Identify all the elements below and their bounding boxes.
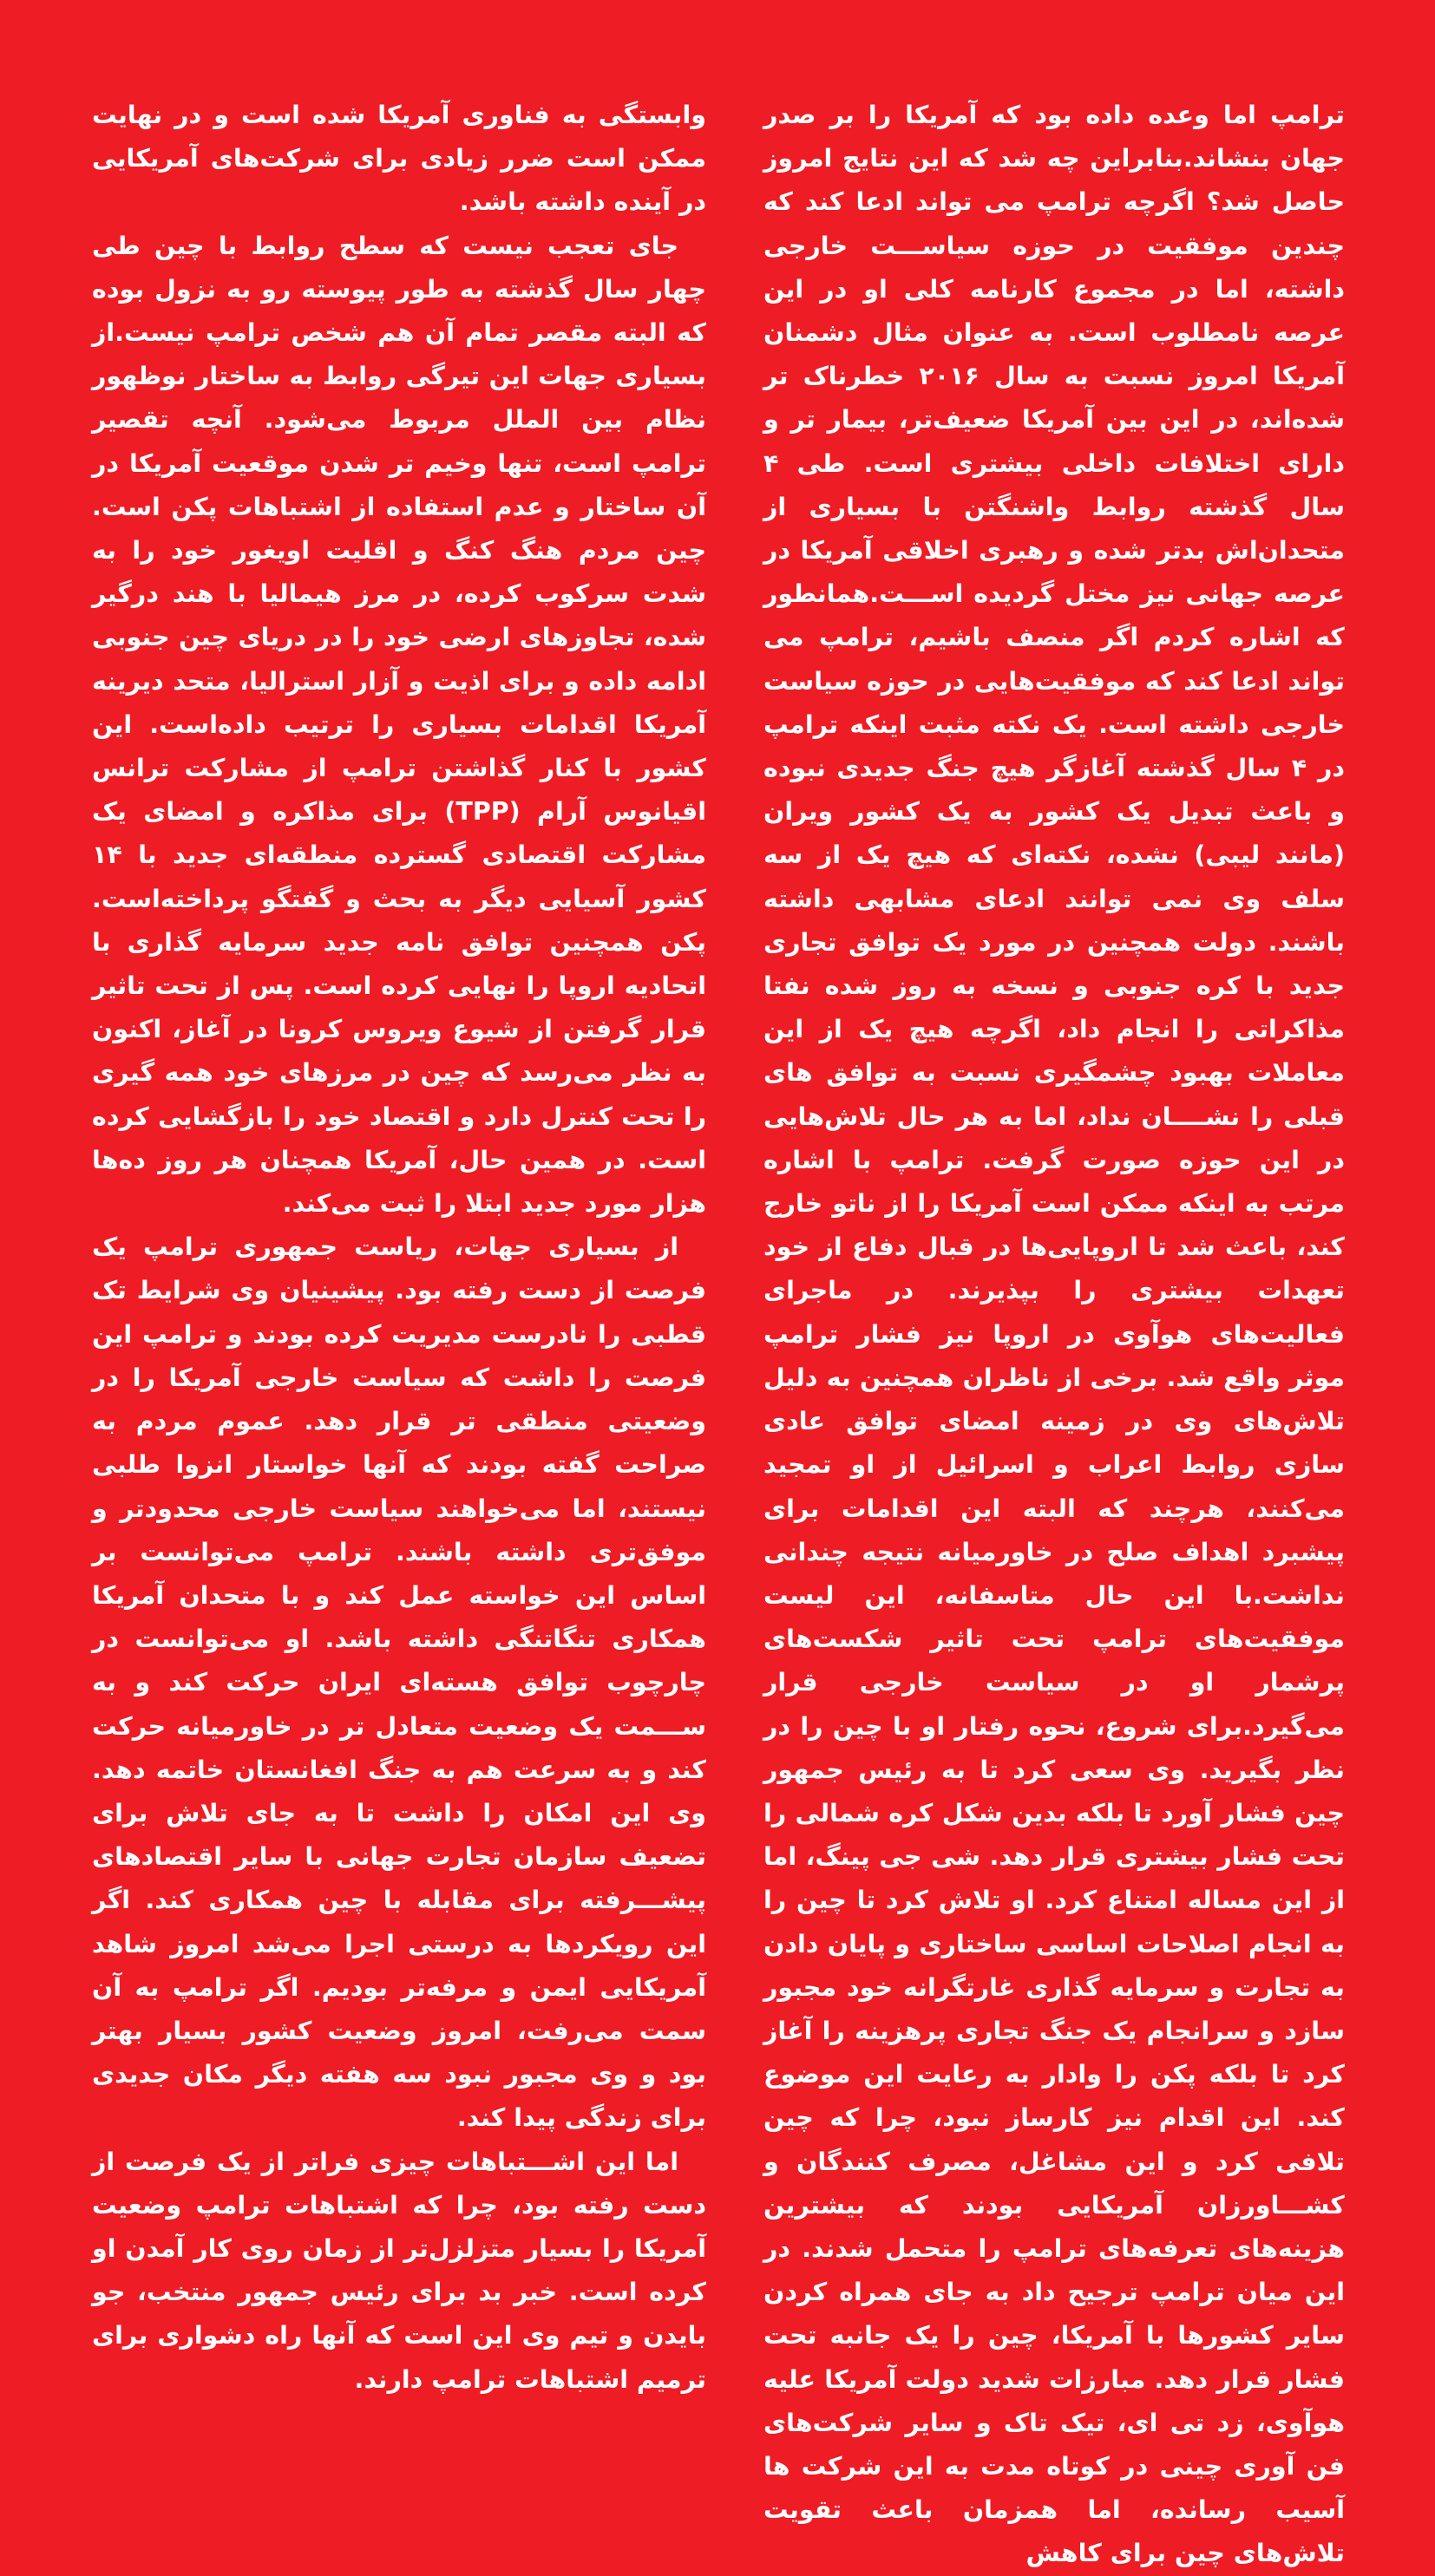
article-paragraph: وابستگی به فناوری آمریکا شده است و در نهایت ممکن است ضرر زیادی برای شرکت‌های آمریکایی در آینده داشته باشد. <box>92 101 706 217</box>
article-column-right <box>763 94 1345 2568</box>
article-paragraph: اما این اشـــتباهات چیزی فراتر از یک فرصت از دست رفته بود، چرا که اشتباهات ترامپ وضعیت آمریکا را بسیار متزلزل‌تر از زمان روی کار آمدن او کرده است. خبر بد برای رئیس جمهور منتخب، جو بایدن و تیم وی این است که آنها راه دشواری برای ترمیم اشتباهات ترامپ دارند. <box>92 2147 706 2394</box>
article-paragraph: از بسیاری جهات، ریاست جمهوری ترامپ یک فرصت از دست رفته بود. پیشینیان وی شرایط تک قطبی را نادرست مدیریت کرده بودند و ترامپ این فرصت را داشت که سیاست خارجی آمریکا را در وضعیتی منطقی تر قرار دهد. عموم مردم به صراحت گفته بودند که آنها خواستار انزوا طلبی نیستند، اما می‌خواهند سیاست خارجی محدودتر و موفق‌تری داشته باشند. ترامپ می‌توانست بر اساس این خواسته عمل کند و با متحدان آمریکا همکاری تنگاتنگی داشته باشد. او می‌توانست در چارچوب توافق هسته‌ای ایران حرکت کند و به ســـمت یک وضعیت متعادل تر در خاورمیانه حرکت کند و به سرعت هم به جنگ افغانستان خاتمه دهد. وی این امکان را داشت تا به جای تلاش برای تضعیف سازمان تجارت جهانی با سایر اقتصادهای پیشـــرفته برای مقابله با چین همکاری کند. اگر این رویکردها به درستی اجرا می‌شد امروز شاهد آمریکایی ایمن و مرفه‌تر بودیم. اگر ترامپ به آن سمت می‌رفت، امروز وضعیت کشور بسیار بهتر بود و وی مجبور نبود سه هفته دیگر مکان جدیدی برای زندگی پیدا کند. <box>92 1232 706 2133</box>
article-paragraph: جای تعجب نیست که سطح روابط با چین طی چهار سال گذشته به طور پیوسته رو به نزول بوده که البته مقصر تمام آن هم شخص ترامپ نیست.از بسیاری جهات این تیرگی روابط به ساختار نوظهور نظام بین الملل مربوط می‌شود. آنچه تقصیر ترامپ است، تنها وخیم تر شدن موقعیت آمریکا در آن ساختار و عدم استفاده از اشتباهات پکن است. چین مردم هنگ کنگ و اقلیت اویغور خود را به شدت سرکوب کرده، در مرز هیمالیا با هند درگیر شده، تجاوزهای ارضی خود را در دریای چین جنوبی ادامه داده و برای اذیت و آزار استرالیا، متحد دیرینه آمریکا اقدامات بسیاری را ترتیب داده‌است. این کشور با کنار گذاشتن ترامپ از مشارکت ترانس اقیانوس آرام (TPP) برای مذاکره و امضای یک مشارکت اقتصادی گسترده منطقه‌ای جدید با ۱۴ کشور آسیایی دیگر به بحث و گفتگو پرداخته‌است. پکن همچنین توافق نامه جدید سرمایه گذاری با اتحادیه اروپا را نهایی کرده است. پس از تحت تاثیر قرار گرفتن از شیوع ویروس کرونا در آغاز، اکنون به نظر می‌رسد که چین در مرزهای خود همه گیری را تحت کنترل دارد و اقتصاد خود را بازگشایی کرده است. در همین حال، آمریکا همچنان هر روز ده‌ها هزار مورد جدید ابتلا را ثبت می‌کند. <box>92 231 706 1219</box>
article-paragraph: ترامپ اما وعده داده بود که آمریکا را بر صدر جهان بنشاند.بنابراین چه شد که این نتایج امروز حاصل شد؟ اگرچه ترامپ می تواند ادعا کند که چندین موفقیت در حوزه سیاســـت خارجی داشته، اما در مجموع کارنامه کلی او در این عرصه نامطلوب است. به عنوان مثال دشمنان آمریکا امروز نسبت به سال ۲۰۱۶ خطرناک تر شده‌اند، در این بین آمریکا ضعیف‌تر، بیمار تر و دارای اختلافات داخلی بیشتری است. طی ۴ سال گذشته روابط واشنگتن با بسیاری از متحدان‌اش بدتر شده و رهبری اخلاقی آمریکا در عرصه جهانی نیز مختل گردیده اســـت.همانطور که اشاره کردم اگر منصف باشیم، ترامپ می تواند ادعا کند که موفقیت‌هایی در حوزه سیاست خارجی داشته است. یک نکته مثبت اینکه ترامپ در ۴ سال گذشته آغازگر هیچ جنگ جدیدی نبوده و باعث تبدیل یک کشور به یک کشور ویران (مانند لیبی) نشده، نکته‌ای که هیچ یک از سه سلف وی نمی توانند ادعای مشابهی داشته باشند. دولت همچنین در مورد یک توافق تجاری جدید با کره جنوبی و نسخه به روز شده نفتا مذاکراتی را انجام داد، اگرچه هیچ یک از این معاملات بهبود چشمگیری نسبت به توافق های قبلی را نشــــان نداد، اما به هر حال تلاش‌هایی در این حوزه صورت گرفت. ترامپ با اشاره مرتب به اینکه ممکن است آمریکا را از ناتو خارج کند، باعث شد تا اروپایی‌ها در قبال دفاع از خود تعهدات بیشتری را بپذیرند. در ماجرای فعالیت‌های هوآوی در اروپا نیز فشار ترامپ موثر واقع شد. برخی از ناظران همچنین به دلیل تلاش‌های وی در زمینه امضای توافق عادی سازی روابط اعراب و اسرائیل از او تمجید می‌کنند، هرچند که البته این اقدامات برای پیشبرد اهداف صلح در خاورمیانه نتیجه چندانی نداشت.با این حال متاسفانه، این لیست موفقیت‌های ترامپ تحت تاثیر شکست‌های پرشمار او در سیاست خارجی قرار می‌گیرد.برای شروع، نحوه رفتار او با چین را در نظر بگیرید. وی سعی کرد تا به رئیس جمهور چین فشار آورد تا بلکه بدین شکل کره شمالی را تحت فشار بیشتری قرار دهد. شی جی پینگ، اما از این مساله امتناع کرد. او تلاش کرد تا چین را به انجام اصلاحات اساسی ساختاری و پایان دادن به تجارت و سرمایه گذاری غارتگرانه خود مجبور سازد و سرانجام یک جنگ تجاری پرهزینه را آغاز کرد تا بلکه پکن را وادار به رعایت این موضوع کند. این اقدام نیز کارساز نبود، چرا که چین تلافی کرد و این مشاغل، مصرف کنندگان و کشـــاورزان آمریکایی بودند که بیشترین هزینه‌های تعرفه‌های ترامپ را متحمل شدند. در این میان ترامپ ترجیح داد به جای همراه کردن سایر کشورها با آمریکا، چین را یک جانبه تحت فشار قرار دهد. مبارزات شدید دولت آمریکا علیه هوآوی، زد تی ای، تیک تاک و سایر شرکت‌های فن آوری چینی در کوتاه مدت به این شرکت ها آسیب رسانده، اما همزمان باعث تقویت تلاش‌های چین برای کاهش <box>763 101 1345 2568</box>
article-column-left <box>92 94 706 2394</box>
